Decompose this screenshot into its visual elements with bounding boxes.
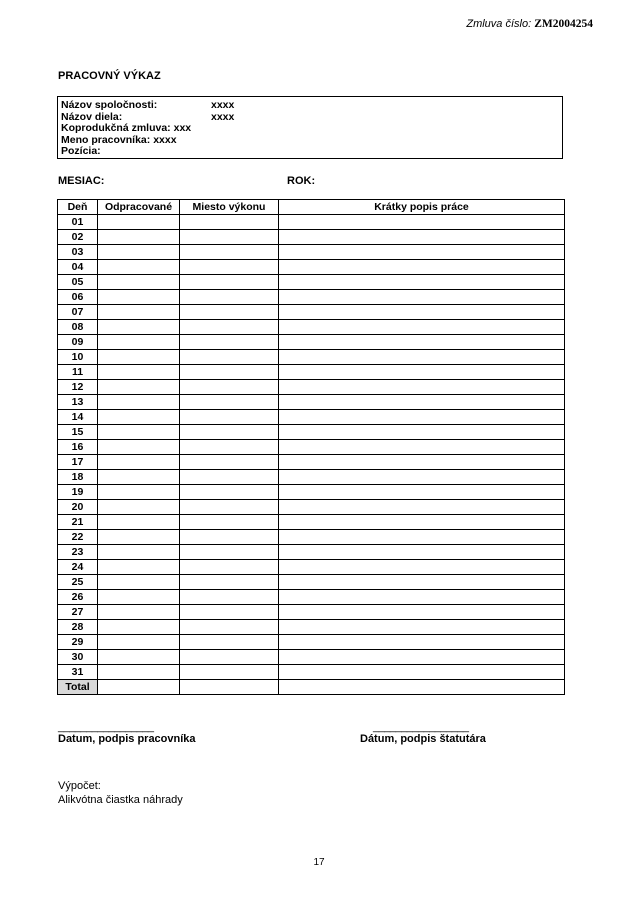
- description-cell[interactable]: [279, 515, 565, 530]
- day-cell: 18: [58, 470, 98, 485]
- table-row: [58, 395, 565, 410]
- day-cell: 26: [58, 590, 98, 605]
- hours-cell[interactable]: [98, 410, 180, 425]
- company-value: xxxx: [211, 99, 235, 111]
- table-row: [58, 500, 565, 515]
- table-row: [58, 485, 565, 500]
- description-cell[interactable]: [279, 545, 565, 560]
- header-day: Deň: [58, 200, 98, 215]
- contract-label: Zmluva číslo:: [466, 18, 532, 30]
- description-cell[interactable]: [279, 440, 565, 455]
- hours-cell[interactable]: [98, 455, 180, 470]
- header-hours: Odpracované: [98, 200, 180, 215]
- calculation-value: Alikvótna čiastka náhrady: [58, 794, 183, 806]
- place-cell[interactable]: [180, 635, 279, 650]
- place-cell[interactable]: [180, 380, 279, 395]
- day-cell: 16: [58, 440, 98, 455]
- day-cell: 04: [58, 260, 98, 275]
- signature-label-statutory: Dátum, podpis štatutára: [360, 733, 486, 745]
- description-cell[interactable]: [279, 290, 565, 305]
- hours-cell[interactable]: [98, 665, 180, 680]
- hours-cell[interactable]: [98, 635, 180, 650]
- description-cell[interactable]: [279, 275, 565, 290]
- hours-cell[interactable]: [98, 500, 180, 515]
- page-number: 17: [313, 857, 325, 868]
- day-cell: 15: [58, 425, 98, 440]
- total-hours-cell[interactable]: [98, 680, 180, 695]
- hours-cell[interactable]: [98, 320, 180, 335]
- hours-cell[interactable]: [98, 395, 180, 410]
- table-row: [58, 350, 565, 365]
- place-cell[interactable]: [180, 665, 279, 680]
- table-row: [58, 230, 565, 245]
- table-row: [58, 605, 565, 620]
- place-cell[interactable]: [180, 230, 279, 245]
- timesheet-table: [57, 199, 565, 695]
- hours-cell[interactable]: [98, 605, 180, 620]
- table-row: [58, 305, 565, 320]
- month-label: MESIAC:: [58, 175, 105, 187]
- signature-line-statutory: _________________: [373, 721, 469, 733]
- day-cell: 05: [58, 275, 98, 290]
- day-cell: 07: [58, 305, 98, 320]
- hours-cell[interactable]: [98, 650, 180, 665]
- header-description: Krátky popis práce: [279, 200, 565, 215]
- document-title: PRACOVNÝ VÝKAZ: [58, 70, 161, 82]
- place-cell[interactable]: [180, 320, 279, 335]
- table-row: [58, 560, 565, 575]
- hours-cell[interactable]: [98, 530, 180, 545]
- day-cell: 27: [58, 605, 98, 620]
- day-cell: 13: [58, 395, 98, 410]
- hours-cell[interactable]: [98, 515, 180, 530]
- description-cell[interactable]: [279, 575, 565, 590]
- hours-cell[interactable]: [98, 575, 180, 590]
- company-row: [61, 100, 559, 112]
- table-row: [58, 335, 565, 350]
- description-cell[interactable]: [279, 590, 565, 605]
- worker-row: Meno pracovníka: xxxx: [61, 133, 177, 146]
- day-cell: 22: [58, 530, 98, 545]
- table-row: [58, 245, 565, 260]
- description-cell[interactable]: [279, 410, 565, 425]
- table-row: [58, 590, 565, 605]
- day-cell: 10: [58, 350, 98, 365]
- description-cell[interactable]: [279, 500, 565, 515]
- day-cell: 23: [58, 545, 98, 560]
- description-cell[interactable]: [279, 215, 565, 230]
- description-cell[interactable]: [279, 605, 565, 620]
- place-cell[interactable]: [180, 395, 279, 410]
- table-row: [58, 620, 565, 635]
- day-cell: 01: [58, 215, 98, 230]
- description-cell[interactable]: [279, 260, 565, 275]
- table-row: [58, 515, 565, 530]
- place-cell[interactable]: [180, 530, 279, 545]
- hours-cell[interactable]: [98, 380, 180, 395]
- place-cell[interactable]: [180, 365, 279, 380]
- day-cell: 17: [58, 455, 98, 470]
- hours-cell[interactable]: [98, 545, 180, 560]
- hours-cell[interactable]: [98, 620, 180, 635]
- place-cell[interactable]: [180, 425, 279, 440]
- total-description-cell[interactable]: [279, 680, 565, 695]
- coproduction-row: Koprodukčná zmluva: xxx: [61, 122, 192, 135]
- table-row: [58, 440, 565, 455]
- table-row: [58, 275, 565, 290]
- table-row: [58, 365, 565, 380]
- description-cell[interactable]: [279, 425, 565, 440]
- description-cell[interactable]: [279, 530, 565, 545]
- table-row: [58, 455, 565, 470]
- position-row: Pozícia:: [61, 145, 101, 158]
- description-cell[interactable]: [279, 650, 565, 665]
- place-cell[interactable]: [180, 515, 279, 530]
- day-cell: 21: [58, 515, 98, 530]
- place-cell[interactable]: [180, 560, 279, 575]
- place-cell[interactable]: [180, 410, 279, 425]
- table-row: [58, 410, 565, 425]
- place-cell[interactable]: [180, 470, 279, 485]
- hours-cell[interactable]: [98, 560, 180, 575]
- day-cell: 06: [58, 290, 98, 305]
- table-row: [58, 650, 565, 665]
- day-cell: 08: [58, 320, 98, 335]
- description-cell[interactable]: [279, 305, 565, 320]
- description-cell[interactable]: [279, 665, 565, 680]
- table-header-row: [58, 200, 565, 215]
- total-place-cell[interactable]: [180, 680, 279, 695]
- total-row: [58, 680, 565, 695]
- table-row: [58, 380, 565, 395]
- description-cell[interactable]: [279, 365, 565, 380]
- description-cell[interactable]: [279, 335, 565, 350]
- hours-cell[interactable]: [98, 245, 180, 260]
- day-cell: 12: [58, 380, 98, 395]
- place-cell[interactable]: [180, 350, 279, 365]
- description-cell[interactable]: [279, 395, 565, 410]
- description-cell[interactable]: [279, 635, 565, 650]
- hours-cell[interactable]: [98, 290, 180, 305]
- place-cell[interactable]: [180, 455, 279, 470]
- place-cell[interactable]: [180, 500, 279, 515]
- day-cell: 02: [58, 230, 98, 245]
- day-cell: 24: [58, 560, 98, 575]
- hours-cell[interactable]: [98, 335, 180, 350]
- table-row: [58, 470, 565, 485]
- place-cell[interactable]: [180, 215, 279, 230]
- hours-cell[interactable]: [98, 485, 180, 500]
- table-row: [58, 545, 565, 560]
- description-cell[interactable]: [279, 485, 565, 500]
- signature-label-worker: Datum, podpis pracovníka: [58, 733, 196, 745]
- day-cell: 25: [58, 575, 98, 590]
- table-row: [58, 635, 565, 650]
- place-cell[interactable]: [180, 620, 279, 635]
- description-cell[interactable]: [279, 470, 565, 485]
- table-row: [58, 215, 565, 230]
- place-cell[interactable]: [180, 335, 279, 350]
- day-cell: 03: [58, 245, 98, 260]
- contract-reference: [466, 18, 593, 30]
- place-cell[interactable]: [180, 440, 279, 455]
- description-cell[interactable]: [279, 320, 565, 335]
- timesheet-body: [58, 215, 565, 695]
- signature-line-worker: _________________: [58, 721, 154, 733]
- day-cell: 31: [58, 665, 98, 680]
- description-cell[interactable]: [279, 455, 565, 470]
- table-row: [58, 260, 565, 275]
- description-cell[interactable]: [279, 560, 565, 575]
- table-row: [58, 425, 565, 440]
- table-row: [58, 290, 565, 305]
- hours-cell[interactable]: [98, 350, 180, 365]
- info-box: [57, 96, 563, 159]
- place-cell[interactable]: [180, 605, 279, 620]
- place-cell[interactable]: [180, 275, 279, 290]
- place-cell[interactable]: [180, 485, 279, 500]
- hours-cell[interactable]: [98, 215, 180, 230]
- hours-cell[interactable]: [98, 425, 180, 440]
- table-row: [58, 665, 565, 680]
- contract-number: ZM2004254: [534, 18, 593, 30]
- header-place: Miesto výkonu: [180, 200, 279, 215]
- place-cell[interactable]: [180, 650, 279, 665]
- place-cell[interactable]: [180, 305, 279, 320]
- description-cell[interactable]: [279, 380, 565, 395]
- hours-cell[interactable]: [98, 470, 180, 485]
- calculation-label: Výpočet:: [58, 780, 101, 792]
- work-label: Názov diela:: [61, 110, 123, 123]
- hours-cell[interactable]: [98, 230, 180, 245]
- day-cell: 30: [58, 650, 98, 665]
- description-cell[interactable]: [279, 230, 565, 245]
- hours-cell[interactable]: [98, 590, 180, 605]
- hours-cell[interactable]: [98, 365, 180, 380]
- hours-cell[interactable]: [98, 260, 180, 275]
- hours-cell[interactable]: [98, 440, 180, 455]
- day-cell: 19: [58, 485, 98, 500]
- day-cell: 28: [58, 620, 98, 635]
- day-cell: 29: [58, 635, 98, 650]
- place-cell[interactable]: [180, 290, 279, 305]
- work-value: xxxx: [211, 110, 235, 123]
- day-cell: 09: [58, 335, 98, 350]
- table-row: [58, 530, 565, 545]
- place-cell[interactable]: [180, 245, 279, 260]
- company-label: Názov spoločnosti:: [61, 99, 158, 111]
- day-cell: 14: [58, 410, 98, 425]
- total-cell: Total: [58, 680, 98, 695]
- day-cell: 11: [58, 365, 98, 380]
- table-row: [58, 575, 565, 590]
- description-cell[interactable]: [279, 620, 565, 635]
- year-label: ROK:: [287, 175, 316, 187]
- description-cell[interactable]: [279, 350, 565, 365]
- day-cell: 20: [58, 500, 98, 515]
- place-cell[interactable]: [180, 545, 279, 560]
- place-cell[interactable]: [180, 575, 279, 590]
- table-row: [58, 320, 565, 335]
- hours-cell[interactable]: [98, 275, 180, 290]
- place-cell[interactable]: [180, 260, 279, 275]
- description-cell[interactable]: [279, 245, 565, 260]
- place-cell[interactable]: [180, 590, 279, 605]
- hours-cell[interactable]: [98, 305, 180, 320]
